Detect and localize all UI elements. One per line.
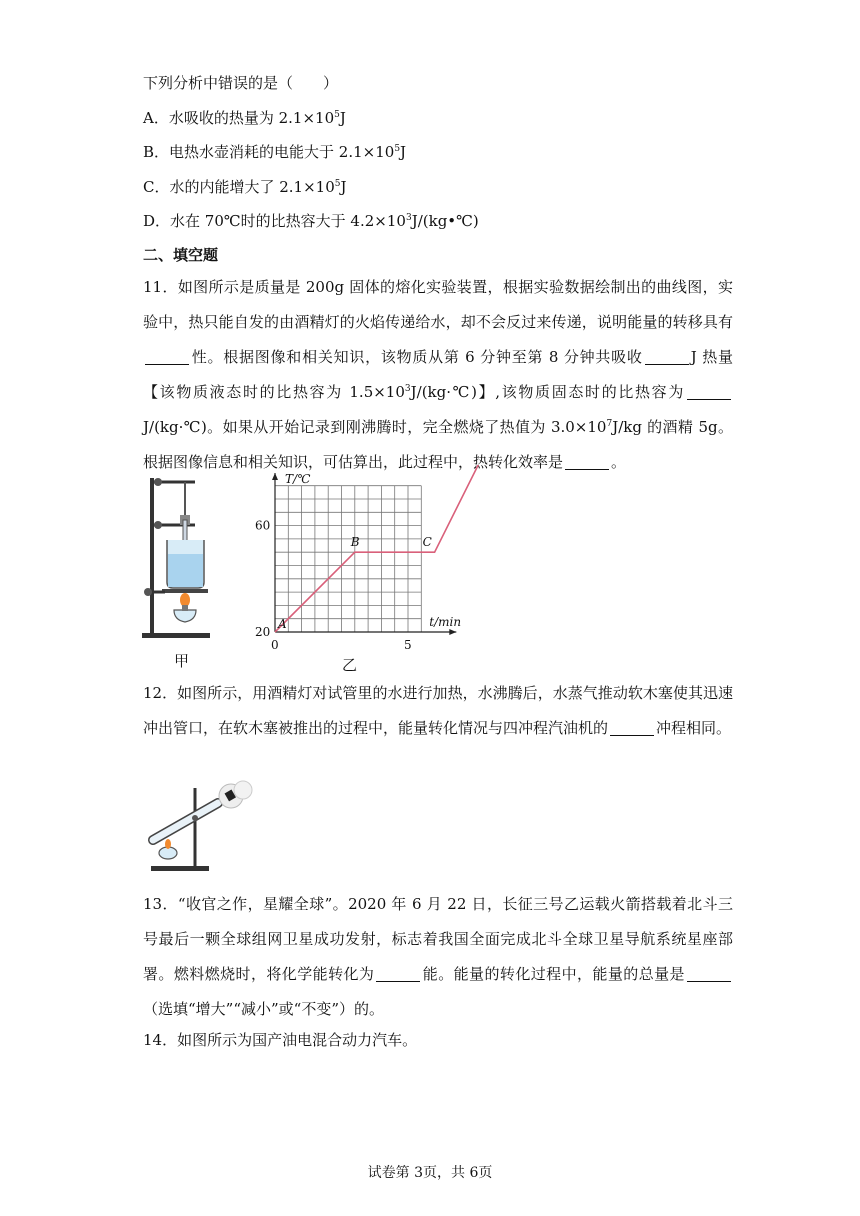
temperature-time-chart <box>250 465 480 675</box>
test-tube-figure <box>143 778 263 878</box>
chart-marks <box>275 465 480 632</box>
q10-option-d: D．水在 70℃时的比热容大于 $4.2\times 10^3J/(kg•℃)$ <box>143 212 479 230</box>
page-footer: 试卷第 3页，共 6页 <box>367 1165 493 1181</box>
q11-text: 11．如图所示是质量是 200g 固体的熔化实验装置，根据实验数据绘制出的曲线图，实验中，热只能自发的由酒精灯的火焰传递给水，却不会反过来传递，说明能量的转移具有性。根据图像和相关知识，该物质从第 6 分钟至第 8 分钟共吸收 J 热量【该物质液态时的比热容为 $1.5\times 10^3J/(kg\cdot℃)$】,该物质固态时的比热容为J/(kg·℃)。如果从开始记录到刚沸腾时，完全燃烧了热值为 $3.0\times 10^7J/kg$ 的酒精 5g。根据图像信息和相关知识，可估算出，此过程中，热转化效率是 。 <box>143 278 733 471</box>
answer-blank[interactable] <box>645 348 689 365</box>
answer-blank[interactable] <box>145 348 189 365</box>
x-tick-label: 0 <box>271 638 279 652</box>
y-axis-arrow <box>272 473 278 480</box>
q10-option-b: B．电热水壶消耗的电能大于 $2.1\times 10^5J$ <box>143 143 407 161</box>
point-label: B <box>350 535 360 550</box>
point-label: C <box>422 535 432 550</box>
answer-blank[interactable] <box>687 383 731 400</box>
y-tick-label: 60 <box>255 518 271 533</box>
melting-apparatus-figure <box>140 470 220 670</box>
series-line <box>275 465 480 632</box>
x-axis-arrow <box>449 629 456 635</box>
q10-option-a: A．水吸收的热量为 $2.1\times 10^5J$ <box>143 109 346 127</box>
q10-stem: 下列分析中错误的是（ ） <box>143 74 339 92</box>
chart-axes <box>255 465 480 652</box>
answer-blank[interactable] <box>610 719 654 736</box>
point-label: A <box>278 617 287 631</box>
q10-option-c: C．水的内能增大了 $2.1\times 10^5J$ <box>143 178 347 196</box>
x-tick-label: 5 <box>404 638 412 652</box>
q14-text: 14．如图所示为国产油电混合动力汽车。 <box>143 1031 418 1049</box>
x-axis-label: t/min <box>429 615 462 629</box>
section-heading: 二、填空题 <box>143 246 219 264</box>
figure-label-yi: 乙 <box>342 656 358 674</box>
y-tick-label: 20 <box>255 625 271 639</box>
answer-blank[interactable] <box>376 965 420 982</box>
y-axis-label: T/℃ <box>285 472 311 486</box>
answer-blank[interactable] <box>687 965 731 982</box>
q12-text: 12．如图所示，用酒精灯对试管里的水进行加热，水沸腾后，水蒸气推动软木塞使其迅速冲出管口，在软木塞被推出的过程中，能量转化情况与四冲程汽油机的 冲程相同。 <box>143 684 733 737</box>
figure-label-jia: 甲 <box>174 652 190 670</box>
answer-blank[interactable] <box>565 453 609 470</box>
q13-text: 13．“收官之作，星耀全球”。2020 年 6 月 22 日，长征三号乙运载火箭搭载着北斗三号最后一颗全球组网卫星成功发射，标志着我国全面完成北斗全球卫星导航系统星座部署。燃料燃烧时，将化学能转化为 能。能量的转化过程中，能量的总量是（选填“增大”“减小”或“不变”）的。 <box>143 895 733 1018</box>
